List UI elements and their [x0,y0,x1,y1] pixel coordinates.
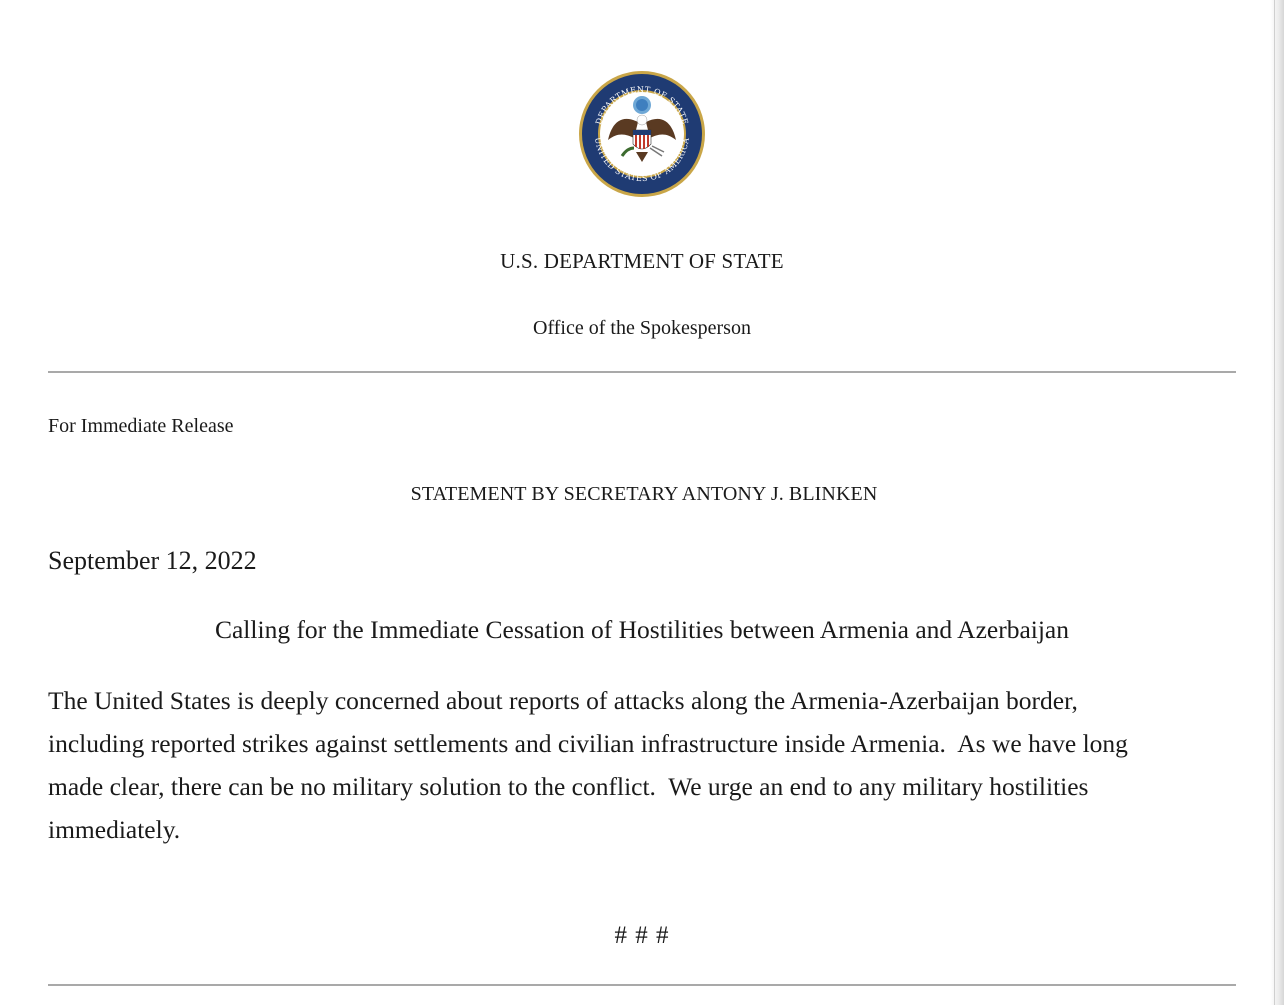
department-name: U.S. DEPARTMENT OF STATE [500,249,784,273]
svg-text:UNITED STATES OF AMERICA: UNITED STATES OF AMERICA [593,136,691,184]
divider-top [48,371,1236,373]
statement-title: Calling for the Immediate Cessation of Hostilities between Armenia and Azerbaijan [214,615,1069,644]
office-name: Office of the Spokesperson [533,317,751,339]
end-mark: # # # [614,922,670,949]
statement-date: September 12, 2022 [48,546,257,575]
svg-text:DEPARTMENT OF STATE: DEPARTMENT OF STATE [594,84,690,126]
release-label: For Immediate Release [48,415,234,437]
statement-by: STATEMENT BY SECRETARY ANTONY J. BLINKEN [410,483,878,505]
divider-bottom [48,984,1236,986]
statement-body: The United States is deeply concerned about reports of attacks along the Armenia-Azerbaijan border, including reported strikes against settlements and civilian infrastructure inside Armenia. As we have long made clear, there can be no military solution to the conflict. We urge an end to any military hostilities immediately. [48,686,1128,844]
department-of-state-seal [578,70,706,198]
